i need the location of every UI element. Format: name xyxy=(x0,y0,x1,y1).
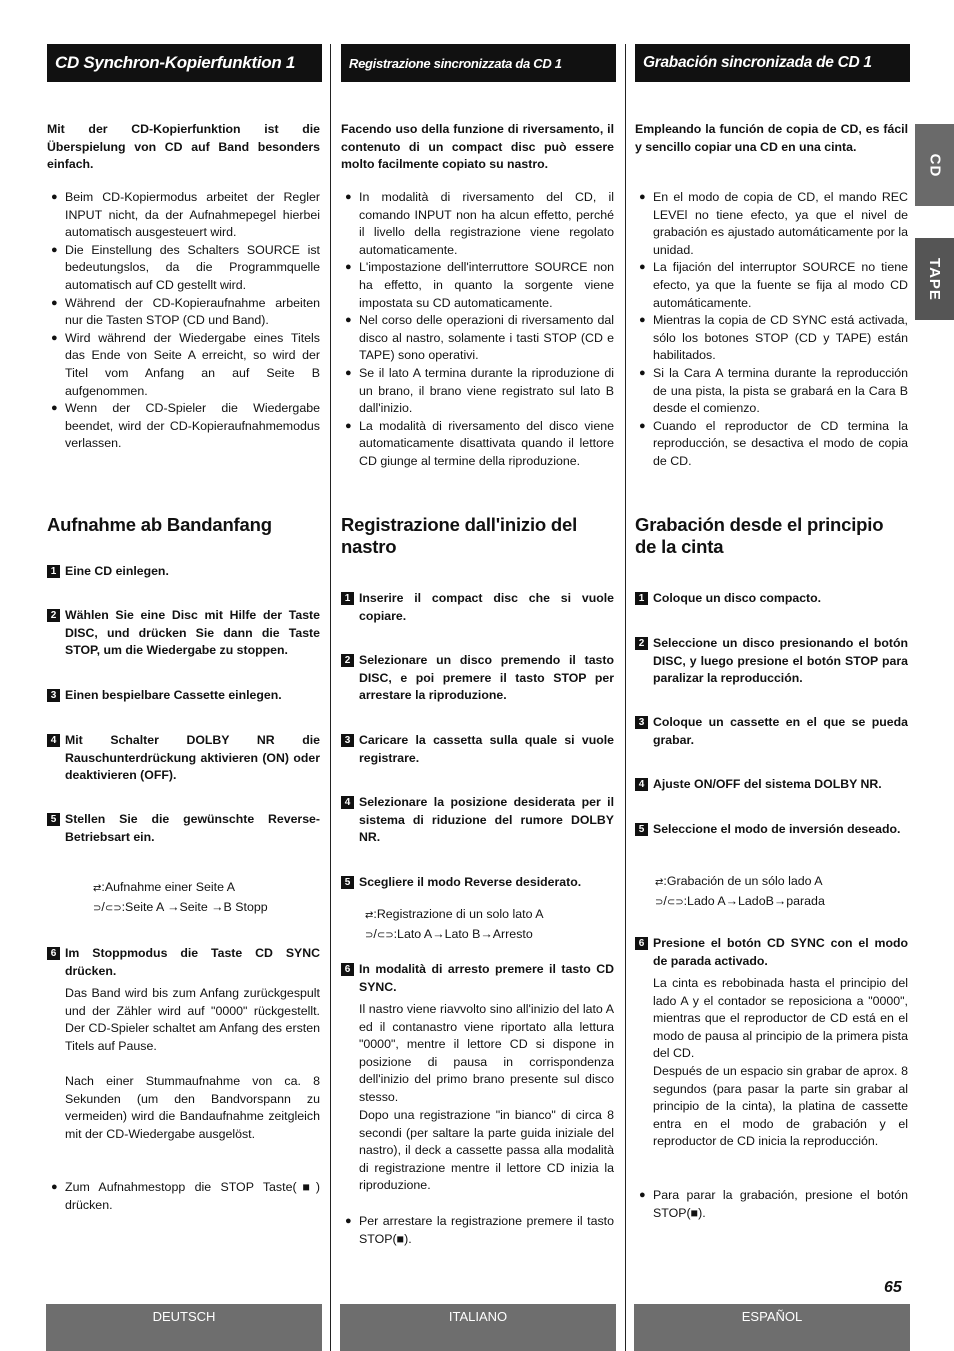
step-6-description: La cinta es rebobinada hasta el principio del lado A y el contador se reposiciona a "0000", mientras que el reproductor de CD está en el modo de pausa al principio de la primera pista del CD. xyxy=(653,976,908,1061)
section-header: CD Synchron-Kopierfunktion 1 xyxy=(47,44,322,82)
step-6-description-2: Nach einer Stummaufnahme von ca. 8 Sekunden (um den Bandvorspann zu vermeiden) wird die Bandaufnahme zeitgleich mit der CD-Wiedergabe ausgelöst. xyxy=(65,1074,320,1141)
reverse-arrow-icon: ⊂⊃ xyxy=(104,903,122,914)
reverse-arrow-icon: ⊃ xyxy=(93,903,102,914)
step-4: 4 Ajuste ON/OFF del sistema DOLBY NR. xyxy=(635,776,908,794)
reverse-modes: ⇄:Grabación de un sólo lado A ⊃/⊂⊃:Lado A→LadoB→parada xyxy=(655,872,825,912)
reverse-arrow-icon: ⊃ xyxy=(655,897,664,908)
one-side-arrow-icon: ⇄ xyxy=(365,910,374,921)
step-4: 4 Selezionare la posizione desiderata per il sistema di riduzione del rumore DOLBY NR. xyxy=(341,794,614,847)
list-item: ● Mientras la copia de CD SYNC está activada, sólo los botones STOP (CD y TAPE) están habilitados. xyxy=(639,313,908,363)
step-6: 6 In modalità di arresto premere il tasto CD SYNC. xyxy=(341,961,614,996)
step-1: 1 Coloque un disco compacto. xyxy=(635,590,908,608)
step-5: 5 Stellen Sie die gewünschte Reverse-Betriebsart ein. xyxy=(47,811,320,846)
step-3: 3 Caricare la cassetta sulla quale si vuole registrare. xyxy=(341,732,614,767)
subsection-title: Registrazione dall'inizio del nastro xyxy=(341,514,578,557)
step-6-description: Il nastro viene riavvolto sino all'inizio del lato A ed il contanastro viene riportato alla lettura "0000", mentre il lettore CD si dispone in posizione di pausa in corrispondenza dell'inizio del primo brano presente sul disco stesso. xyxy=(359,1002,614,1104)
footer-language-italiano: ITALIANO xyxy=(340,1304,616,1351)
column-divider xyxy=(330,44,331,1351)
list-item: ● Per arrestare la registrazione premere il tasto STOP(■). xyxy=(345,1214,614,1246)
step-2: 2 Seleccione un disco presionando el botón DISC, y luego presione el botón STOP para paralizar la reproducción. xyxy=(635,635,908,688)
step-6-description-2: Dopo una registrazione "in bianco" di circa 8 secondi (per saltare la parte guida iniziale del nastro), il deck a cassette passa alla modalità di registrazione mentre il lettore CD inizia la riproduzione. xyxy=(359,1108,614,1193)
intro-text: Mit der CD-Kopierfunktion ist die Überspielung von CD auf Band besonders einfach. xyxy=(47,122,320,171)
bullet-list xyxy=(635,189,908,471)
one-side-arrow-icon: ⇄ xyxy=(93,883,102,894)
footer-language-espanol: ESPAÑOL xyxy=(634,1304,910,1351)
side-tab-cd: CD xyxy=(915,124,954,206)
list-item: ● Zum Aufnahmestopp die STOP Taste(■) drücken. xyxy=(51,1180,320,1212)
step-2: 2 Wählen Sie eine Disc mit Hilfe der Taste DISC, und drücken Sie dann die Taste STOP, um die Wiedergabe zu stoppen. xyxy=(47,607,320,660)
reverse-modes: ⇄:Registrazione di un solo lato A ⊃/⊂⊃:Lato A→Lato B→Arresto xyxy=(365,905,544,945)
subsection-title: Aufnahme ab Bandanfang xyxy=(47,514,272,535)
list-item: ● Para parar la grabación, presione el botón STOP(■). xyxy=(639,1188,908,1220)
step-4: 4 Mit Schalter DOLBY NR die Rauschunterdrückung aktivieren (ON) oder deaktivieren (OFF). xyxy=(47,732,320,785)
step-5: 5 Seleccione el modo de inversión deseado. xyxy=(635,821,908,839)
list-item: ● Se il lato A termina durante la riproduzione di un brano, il brano viene registrato sul lato B dall'inizio. xyxy=(345,365,614,416)
list-item: ● La fijación del interruptor SOURCE no tiene efecto, ya que la fuente se fija al modo CD automáticamente. xyxy=(639,260,908,310)
step-1: 1 Inserire il compact disc che si vuole copiare. xyxy=(341,590,614,625)
list-item: ● Si la Cara A termina durante la reproducción de una pista, la pista se grabará en la Cara B desde el comienzo. xyxy=(639,365,908,416)
reverse-arrow-icon: ⊂⊃ xyxy=(376,930,394,941)
list-item: ● Die Einstellung des Schalters SOURCE ist bedeutungslos, da die Programmquelle automatisch auf CD gestellt wird. xyxy=(51,242,320,292)
step-6: 6 Presione el botón CD SYNC con el modo de parada activado. xyxy=(635,935,908,970)
step-6: 6 Im Stoppmodus die Taste CD SYNC drücken. xyxy=(47,945,320,980)
list-item: ● In modalità di riversamento del CD, il comando INPUT non ha alcun effetto, perché il livello della registrazione viene regolato automaticamente. xyxy=(345,190,614,257)
step-6-description: Das Band wird bis zum Anfang zurückgespult und der Zähler wird auf "0000" rückgestellt. Der CD-Spieler schaltet am Anfang des ersten Titels auf Pause. xyxy=(65,986,320,1053)
list-item: ● La modalità di riversamento del disco viene automaticamente disattivata quando il lettore CD giunge al termine della riproduzione. xyxy=(345,418,614,468)
footer-language-deutsch: DEUTSCH xyxy=(46,1304,322,1351)
bullet-list xyxy=(47,189,320,453)
step-3: 3 Coloque un cassette en el que se pueda grabar. xyxy=(635,714,908,749)
page-number: 65 xyxy=(884,1279,902,1296)
list-item: ● L'impostazione dell'interruttore SOURCE non ha effetto, in quanto la sorgente viene impostata su CD automaticamente. xyxy=(345,260,614,310)
list-item: ● Wird während der Wiedergabe eines Titels das Ende von Seite A erreicht, so wird der Titel vom Anfang an auf Seite B aufgenommen. xyxy=(51,330,320,398)
reverse-arrow-icon: ⊂⊃ xyxy=(666,897,684,908)
reverse-modes: ⇄:Aufnahme einer Seite A ⊃/⊂⊃:Seite A →Seite →B Stopp xyxy=(93,878,268,918)
one-side-arrow-icon: ⇄ xyxy=(655,877,664,888)
list-item: ● Nel corso delle operazioni di riversamento dal disco al nastro, solamente i tasti STOP (CD e TAPE) sono operativi. xyxy=(345,313,614,363)
section-header: Registrazione sincronizzata da CD 1 xyxy=(341,44,616,82)
step-1: 1 Eine CD einlegen. xyxy=(47,563,320,581)
step-3: 3 Einen bespielbare Cassette einlegen. xyxy=(47,687,320,705)
list-item: ● Während der CD-Kopieraufnahme arbeiten nur die Tasten STOP (CD und Band). xyxy=(51,295,320,328)
intro-text: Facendo uso della funzione di riversamento, il contenuto di un compact disc può essere molto facilmente copiato su nastro. xyxy=(341,122,614,171)
bullet-list xyxy=(341,189,614,471)
subsection-title: Grabación desde el principio de la cinta xyxy=(635,514,884,557)
side-tab-tape: TAPE xyxy=(915,238,954,320)
intro-text: Empleando la función de copia de CD, es fácil y sencillo copiar una CD en una cinta. xyxy=(635,122,908,154)
column-divider xyxy=(625,44,626,1351)
reverse-arrow-icon: ⊃ xyxy=(365,930,374,941)
list-item: ● Cuando el reproductor de CD termina la reproducción, se desactiva el modo de copia de CD. xyxy=(639,418,908,468)
step-6-description-2: Después de un espacio sin grabar de aprox. 8 segundos (para pasar la parte sin grabar al principio de la cinta), la platina de cassette entra en el modo de grabación y el reproductor de CD inicia la reproducción. xyxy=(653,1064,908,1149)
list-item: ● Wenn der CD-Spieler die Wiedergabe beendet, wird der CD-Kopieraufnahmemodus verlassen. xyxy=(51,401,320,451)
step-2: 2 Selezionare un disco premendo il tasto DISC, e poi premere il tasto STOP per arrestare la riproduzione. xyxy=(341,652,614,705)
list-item: ● En el modo de copia de CD, el mando REC LEVEl no tiene efecto, ya que el nivel de grabación es ajustado automáticamente por la unidad. xyxy=(639,190,908,257)
step-5: 5 Scegliere il modo Reverse desiderato. xyxy=(341,874,614,892)
section-header: Grabación sincronizada de CD 1 xyxy=(635,44,910,82)
list-item: ● Beim CD-Kopiermodus arbeitet der Regler INPUT nicht, da der Aufnahmepegel hierbei automatisch ausgesteuert wird. xyxy=(51,190,320,240)
